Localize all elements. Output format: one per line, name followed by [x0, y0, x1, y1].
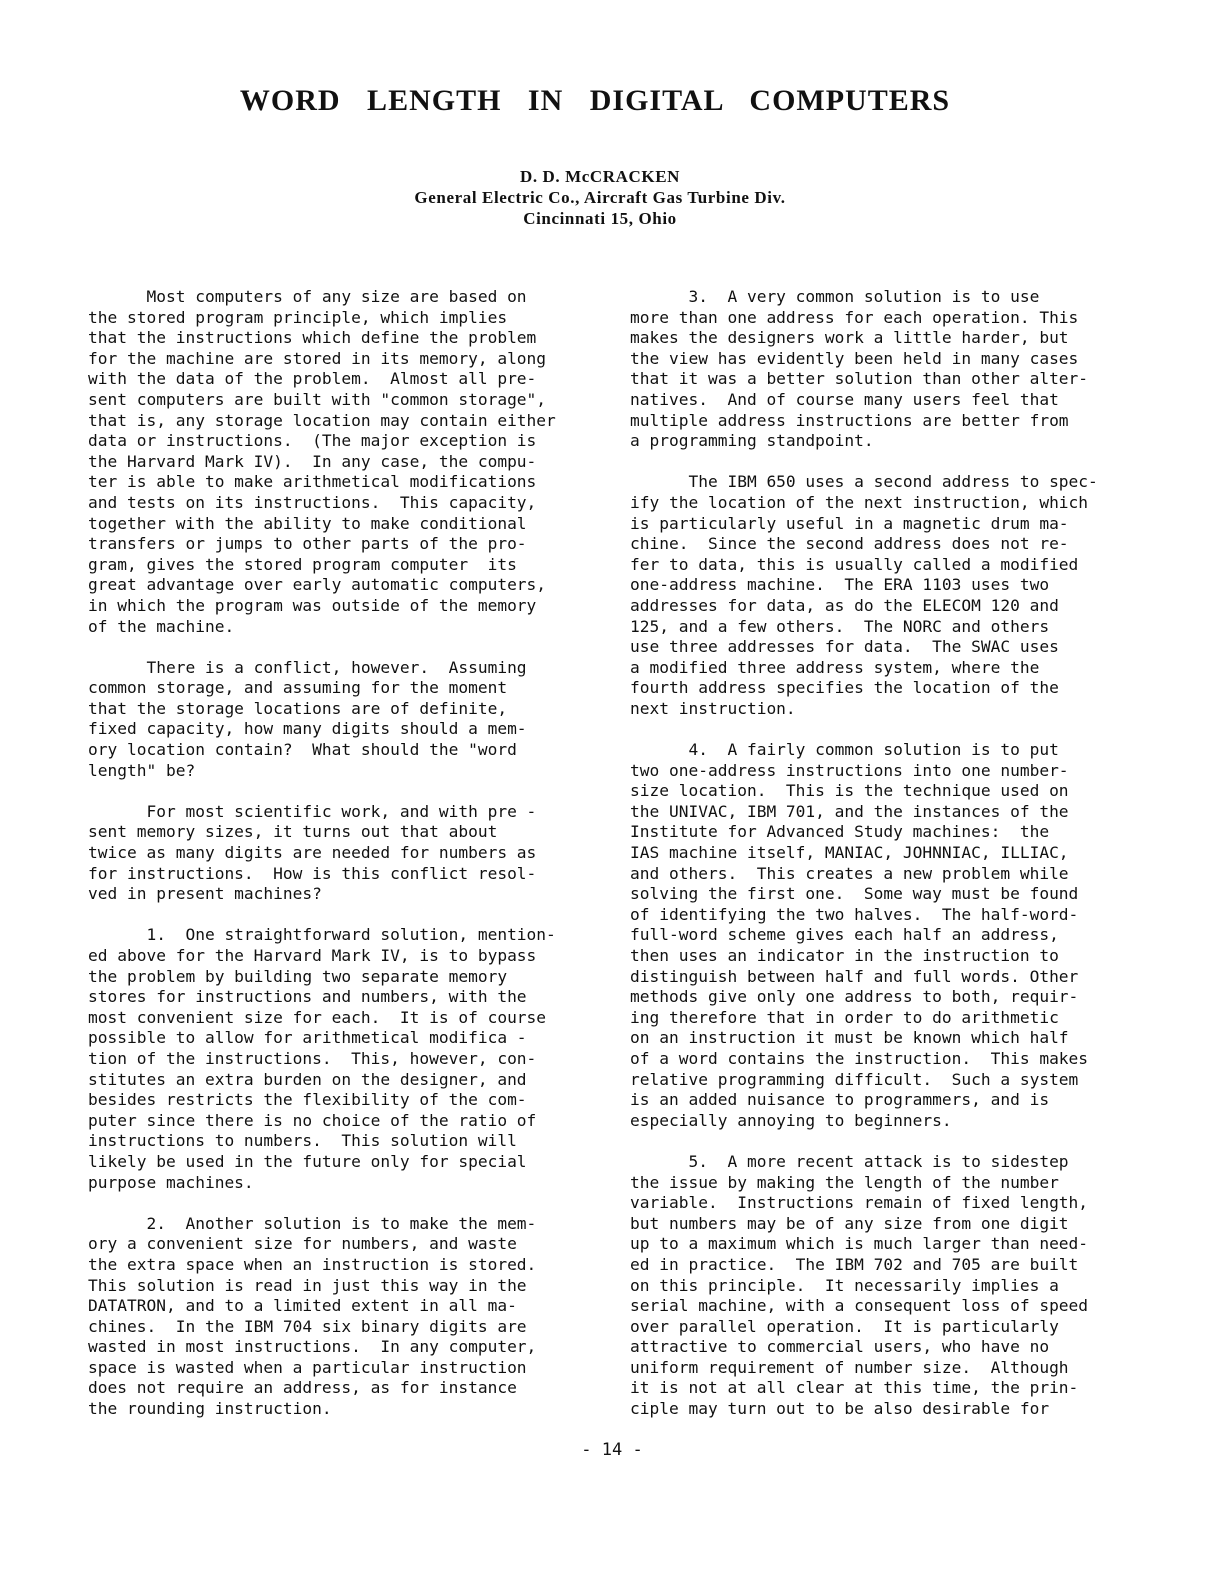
text-line: data or instructions. (The major exception is [88, 431, 537, 451]
text-line: size location. This is the technique used on [630, 781, 1069, 801]
text-line: ory a convenient size for numbers, and waste [88, 1234, 517, 1254]
text-line: wasted in most instructions. In any computer, [88, 1337, 537, 1357]
paragraph [630, 740, 1120, 1131]
text-line: space is wasted when a particular instruction [88, 1357, 527, 1377]
text-line: likely be used in the future only for special [88, 1151, 527, 1171]
text-line: solving the first one. Some way must be found [630, 884, 1079, 904]
text-line: that is, any storage location may contain either [88, 410, 556, 430]
text-line: fer to data, this is usually called a modified [630, 554, 1079, 574]
text-line: ved in present machines? [88, 884, 322, 904]
text-line: ciple may turn out to be also desirable for [630, 1399, 1050, 1419]
text-line: two one-address instructions into one number- [630, 760, 1069, 780]
byline [0, 166, 1200, 229]
text-line: great advantage over early automatic computers, [88, 575, 547, 595]
text-line: common storage, and assuming for the moment [88, 678, 508, 698]
text-line: possible to allow for arithmetical modifica - [88, 1028, 527, 1048]
paragraph [630, 1152, 1120, 1420]
right-column [630, 287, 1120, 1440]
text-line: on an instruction it must be known which half [630, 1028, 1069, 1048]
text-line: does not require an address, as for instance [88, 1378, 517, 1398]
paragraph [88, 287, 578, 637]
text-line: DATATRON, and to a limited extent in all ma- [88, 1296, 517, 1316]
text-line: the UNIVAC, IBM 701, and the instances of the [630, 801, 1069, 821]
text-line: ed above for the Harvard Mark IV, is to bypass [88, 946, 537, 965]
text-line: Institute for Advanced Study machines: the [630, 822, 1050, 842]
text-line: For most scientific work, and with pre - [88, 801, 537, 821]
text-line: 5. A more recent attack is to sidestep [630, 1151, 1069, 1171]
text-line: and others. This creates a new problem while [630, 863, 1069, 883]
text-line: for instructions. How is this conflict resol- [88, 863, 537, 883]
text-line: 1. One straightforward solution, mention- [88, 925, 556, 945]
text-line: stitutes an extra burden on the designer, and [88, 1069, 527, 1089]
text-line: the problem by building two separate memory [88, 966, 508, 986]
article-title: WORD LENGTH IN DIGITAL COMPUTERS [239, 84, 951, 117]
text-line: then uses an indicator in the instruction to [630, 946, 1059, 965]
text-line: that the instructions which define the problem [88, 328, 537, 348]
text-line: but numbers may be of any size from one digit [630, 1213, 1069, 1233]
paragraph [88, 1214, 578, 1420]
paragraph [88, 925, 578, 1193]
text-line: the view has evidently been held in many cases [630, 348, 1079, 368]
text-line: up to a maximum which is much larger than need- [630, 1234, 1089, 1254]
text-line: ed in practice. The IBM 702 and 705 are built [630, 1254, 1079, 1274]
text-line: more than one address for each operation. This [630, 307, 1079, 327]
text-line: the rounding instruction. [88, 1399, 332, 1419]
text-line: instructions to numbers. This solution will [88, 1131, 517, 1151]
text-line: natives. And of course many users feel that [630, 389, 1059, 409]
text-line: for the machine are stored in its memory, along [88, 348, 547, 368]
text-line: that the storage locations are of definite, [88, 698, 508, 718]
text-line: stores for instructions and numbers, with the [88, 987, 527, 1007]
text-line: gram, gives the stored program computer its [88, 554, 517, 574]
text-line: of identifying the two halves. The half-word- [630, 904, 1079, 924]
text-line: of the machine. [88, 616, 235, 636]
text-line: 2. Another solution is to make the mem- [88, 1213, 537, 1233]
text-line: sent computers are built with "common storage", [88, 389, 547, 409]
text-line: purpose machines. [88, 1172, 254, 1192]
text-line: transfers or jumps to other parts of the pro- [88, 534, 527, 554]
text-line: full-word scheme gives each half an address, [630, 925, 1059, 945]
text-line: ory location contain? What should the "word [88, 740, 517, 760]
text-line: 125, and a few others. The NORC and others [630, 616, 1050, 636]
text-line: uniform requirement of number size. Although [630, 1357, 1069, 1377]
paragraph [88, 802, 578, 905]
text-line: addresses for data, as do the ELECOM 120 and [630, 595, 1059, 615]
text-line: a programming standpoint. [630, 431, 874, 451]
text-line: The IBM 650 uses a second address to spec- [630, 472, 1098, 492]
text-line: attractive to commercial users, who have no [630, 1337, 1050, 1357]
author-location: Cincinnati 15, Ohio [523, 209, 677, 228]
text-line: relative programming difficult. Such a system [630, 1069, 1079, 1089]
text-line: There is a conflict, however. Assuming [88, 657, 527, 677]
left-column [88, 287, 578, 1440]
text-line: distinguish between half and full words. Other [630, 966, 1079, 986]
text-line: the issue by making the length of the number [630, 1172, 1059, 1192]
text-line: of a word contains the instruction. This makes [630, 1048, 1089, 1068]
text-line: This solution is read in just this way in the [88, 1275, 527, 1295]
text-line: in which the program was outside of the memory [88, 595, 537, 615]
text-line: variable. Instructions remain of fixed length, [630, 1193, 1089, 1213]
paragraph [88, 658, 578, 782]
text-line: fourth address specifies the location of the [630, 678, 1059, 698]
text-line: Most computers of any size are based on [88, 287, 527, 306]
text-line: multiple address instructions are better from [630, 410, 1069, 430]
text-line: IAS machine itself, MANIAC, JOHNNIAC, ILLIAC, [630, 843, 1069, 863]
paragraph [630, 287, 1120, 452]
text-line: it is not at all clear at this time, the prin- [630, 1378, 1079, 1398]
text-line: chines. In the IBM 704 six binary digits are [88, 1316, 527, 1336]
text-line: sent memory sizes, it turns out that about [88, 822, 498, 842]
text-line: twice as many digits are needed for numbers as [88, 843, 537, 863]
text-line: is particularly useful in a magnetic drum ma- [630, 513, 1069, 533]
text-line: with the data of the problem. Almost all pre- [88, 369, 537, 389]
text-line: 4. A fairly common solution is to put [630, 740, 1059, 760]
text-line: especially annoying to beginners. [630, 1110, 952, 1130]
text-line: the extra space when an instruction is stored. [88, 1254, 537, 1274]
page-number: - 14 - [581, 1440, 643, 1460]
text-line: and tests on its instructions. This capacity, [88, 492, 537, 512]
text-line: 3. A very common solution is to use [630, 287, 1040, 306]
text-line: one-address machine. The ERA 1103 uses two [630, 575, 1050, 595]
text-line: fixed capacity, how many digits should a mem- [88, 719, 527, 739]
text-line: serial machine, with a consequent loss of speed [630, 1296, 1089, 1316]
text-line: the Harvard Mark IV). In any case, the compu- [88, 451, 537, 471]
text-line: ter is able to make arithmetical modifications [88, 472, 537, 492]
text-line: besides restricts the flexibility of the com- [88, 1090, 527, 1110]
text-line: makes the designers work a little harder, but [630, 328, 1069, 348]
text-line: chine. Since the second address does not re- [630, 534, 1069, 554]
author-name: D. D. McCRACKEN [519, 167, 681, 186]
text-line: methods give only one address to both, requir- [630, 987, 1079, 1007]
text-line: ing therefore that in order to do arithmetic [630, 1007, 1059, 1027]
text-line: most convenient size for each. It is of course [88, 1007, 547, 1027]
text-line: over parallel operation. It is particularly [630, 1316, 1059, 1336]
text-line: on this principle. It necessarily implies a [630, 1275, 1059, 1295]
text-line: a modified three address system, where the [630, 657, 1040, 677]
paragraph [630, 472, 1120, 719]
text-line: that it was a better solution than other alter- [630, 369, 1089, 389]
text-line: ify the location of the next instruction, which [630, 492, 1089, 512]
text-line: tion of the instructions. This, however, con- [88, 1048, 537, 1068]
text-line: use three addresses for data. The SWAC uses [630, 637, 1059, 657]
text-line: together with the ability to make conditional [88, 513, 527, 533]
text-line: is an added nuisance to programmers, and is [630, 1090, 1050, 1110]
text-line: length" be? [88, 760, 196, 780]
author-affiliation: General Electric Co., Aircraft Gas Turbine Div. [414, 188, 786, 207]
text-line: next instruction. [630, 698, 796, 718]
text-line: the stored program principle, which implies [88, 307, 508, 327]
text-line: puter since there is no choice of the ratio of [88, 1110, 537, 1130]
